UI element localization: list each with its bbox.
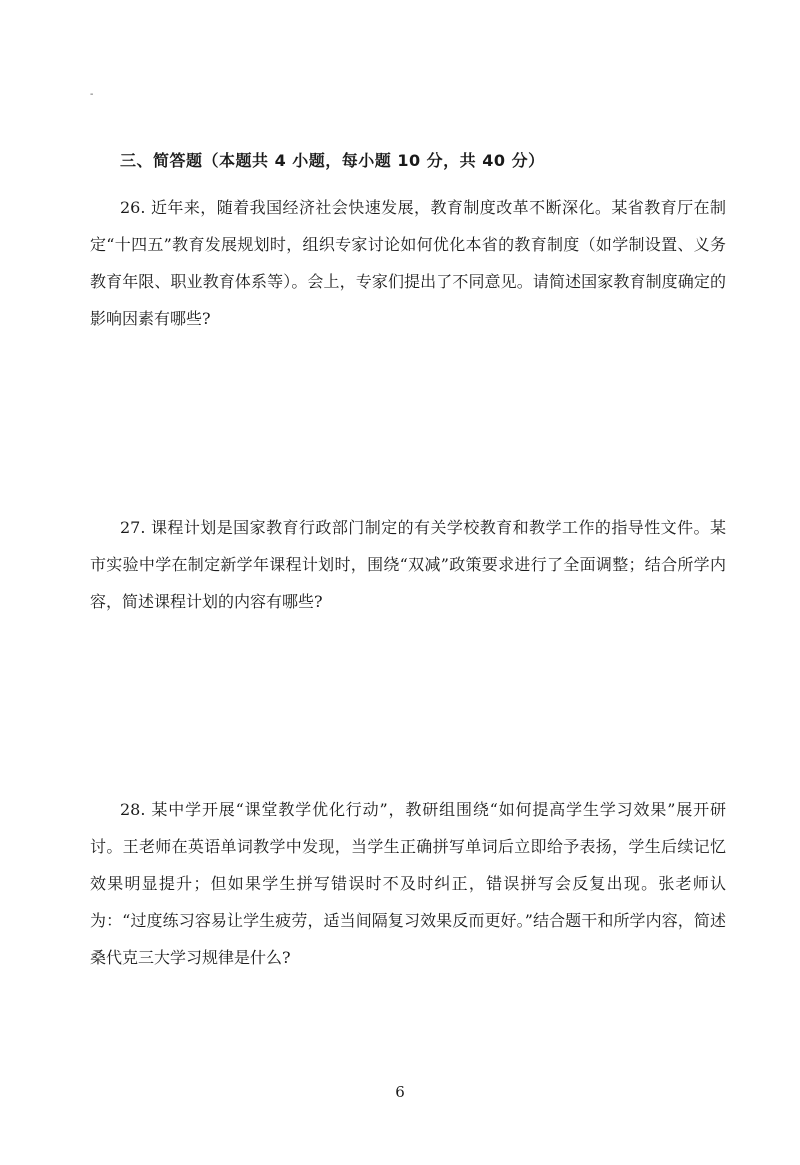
question-27: 27. 课程计划是国家教育行政部门制定的有关学校教育和教学工作的指导性文件。某市实验中学在制定新学年课程计划时，围绕“双减”政策要求进行了全面调整；结合所学内容，简述课程计划的内容有哪些? (90, 518, 726, 611)
section-heading: 三、简答题（本题共 4 小题，每小题 10 分，共 40 分） (120, 151, 545, 170)
question-26: 26. 近年来，随着我国经济社会快速发展，教育制度改革不断深化。某省教育厅在制定“十四五”教育发展规划时，组织专家讨论如何优化本省的教育制度（如学制设置、义务教育年限、职业教育体系等）。会上，专家们提出了不同意见。请简述国家教育制度确定的影响因素有哪些? (90, 198, 726, 328)
stray-mark: - (90, 89, 94, 100)
page-number: 6 (395, 1083, 405, 1101)
question-28: 28. 某中学开展“课堂教学优化行动”，教研组围绕“如何提高学生学习效果”展开研讨。王老师在英语单词教学中发现，当学生正确拼写单词后立即给予表扬，学生后续记忆效果明显提升；但如果学生拼写错误时不及时纠正，错误拼写会反复出现。张老师认为：“过度练习容易让学生疲劳，适当间隔复习效果反而更好。”结合题干和所学内容，简述桑代克三大学习规律是什么? (90, 800, 726, 967)
